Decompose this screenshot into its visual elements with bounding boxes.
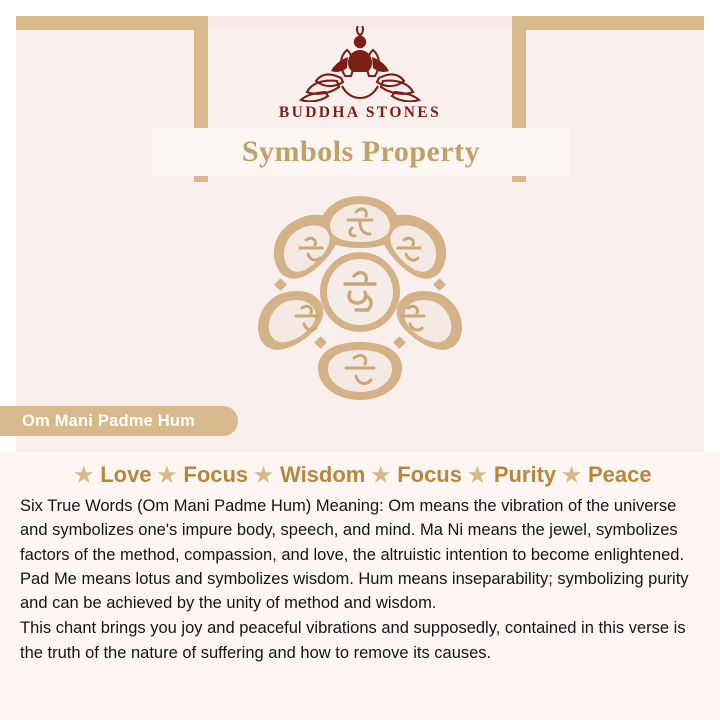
keyword-wisdom: Wisdom xyxy=(280,462,366,487)
brand-name: BUDDHA STONES xyxy=(278,104,442,121)
frame-top-border xyxy=(0,0,720,16)
status-badge-om-mani-padme-hum xyxy=(0,406,238,436)
title-band xyxy=(152,128,570,176)
description-text xyxy=(0,488,720,665)
brand-logo-block xyxy=(0,26,720,122)
star-icon: ★ xyxy=(562,463,581,487)
mandala-illustration xyxy=(230,192,490,423)
keyword-focus-2: Focus xyxy=(397,462,462,487)
page-title: Symbols Property xyxy=(241,135,481,168)
description-paragraph-2: This chant brings you joy and peaceful vibrations and supposedly, contained in this verse is the truth of the nature of suffering and how to remove its causes. xyxy=(20,619,686,662)
star-icon: ★ xyxy=(74,463,94,487)
description-paragraph-1: Six True Words (Om Mani Padme Hum) Meaning: Om means the vibration of the universe and symbolizes one's impure body, speech, and mind. Ma Ni means the jewel, symbolizes factors of the method, compassion, and love, the altruistic intention to become enlightened. Pad Me means lotus and symbolizes wisdom. Hum means inseparability; symbolizing purity and can be achieved by the unity of method and wisdom. xyxy=(20,497,689,612)
tag-label: Om Mani Padme Hum xyxy=(22,411,196,430)
star-icon: ★ xyxy=(254,463,273,487)
star-icon: ★ xyxy=(371,463,391,487)
om-mani-padme-hum-lotus-mandala-icon xyxy=(230,192,490,418)
star-icon: ★ xyxy=(467,463,487,487)
lotus-meditation-icon xyxy=(285,26,435,102)
star-icon: ★ xyxy=(157,463,177,487)
keyword-peace: Peace xyxy=(588,462,652,487)
keyword-focus-1: Focus xyxy=(183,462,249,487)
keyword-list xyxy=(0,452,720,488)
keyword-purity: Purity xyxy=(493,462,557,487)
keyword-love: Love xyxy=(100,462,152,487)
description-block xyxy=(0,452,720,720)
